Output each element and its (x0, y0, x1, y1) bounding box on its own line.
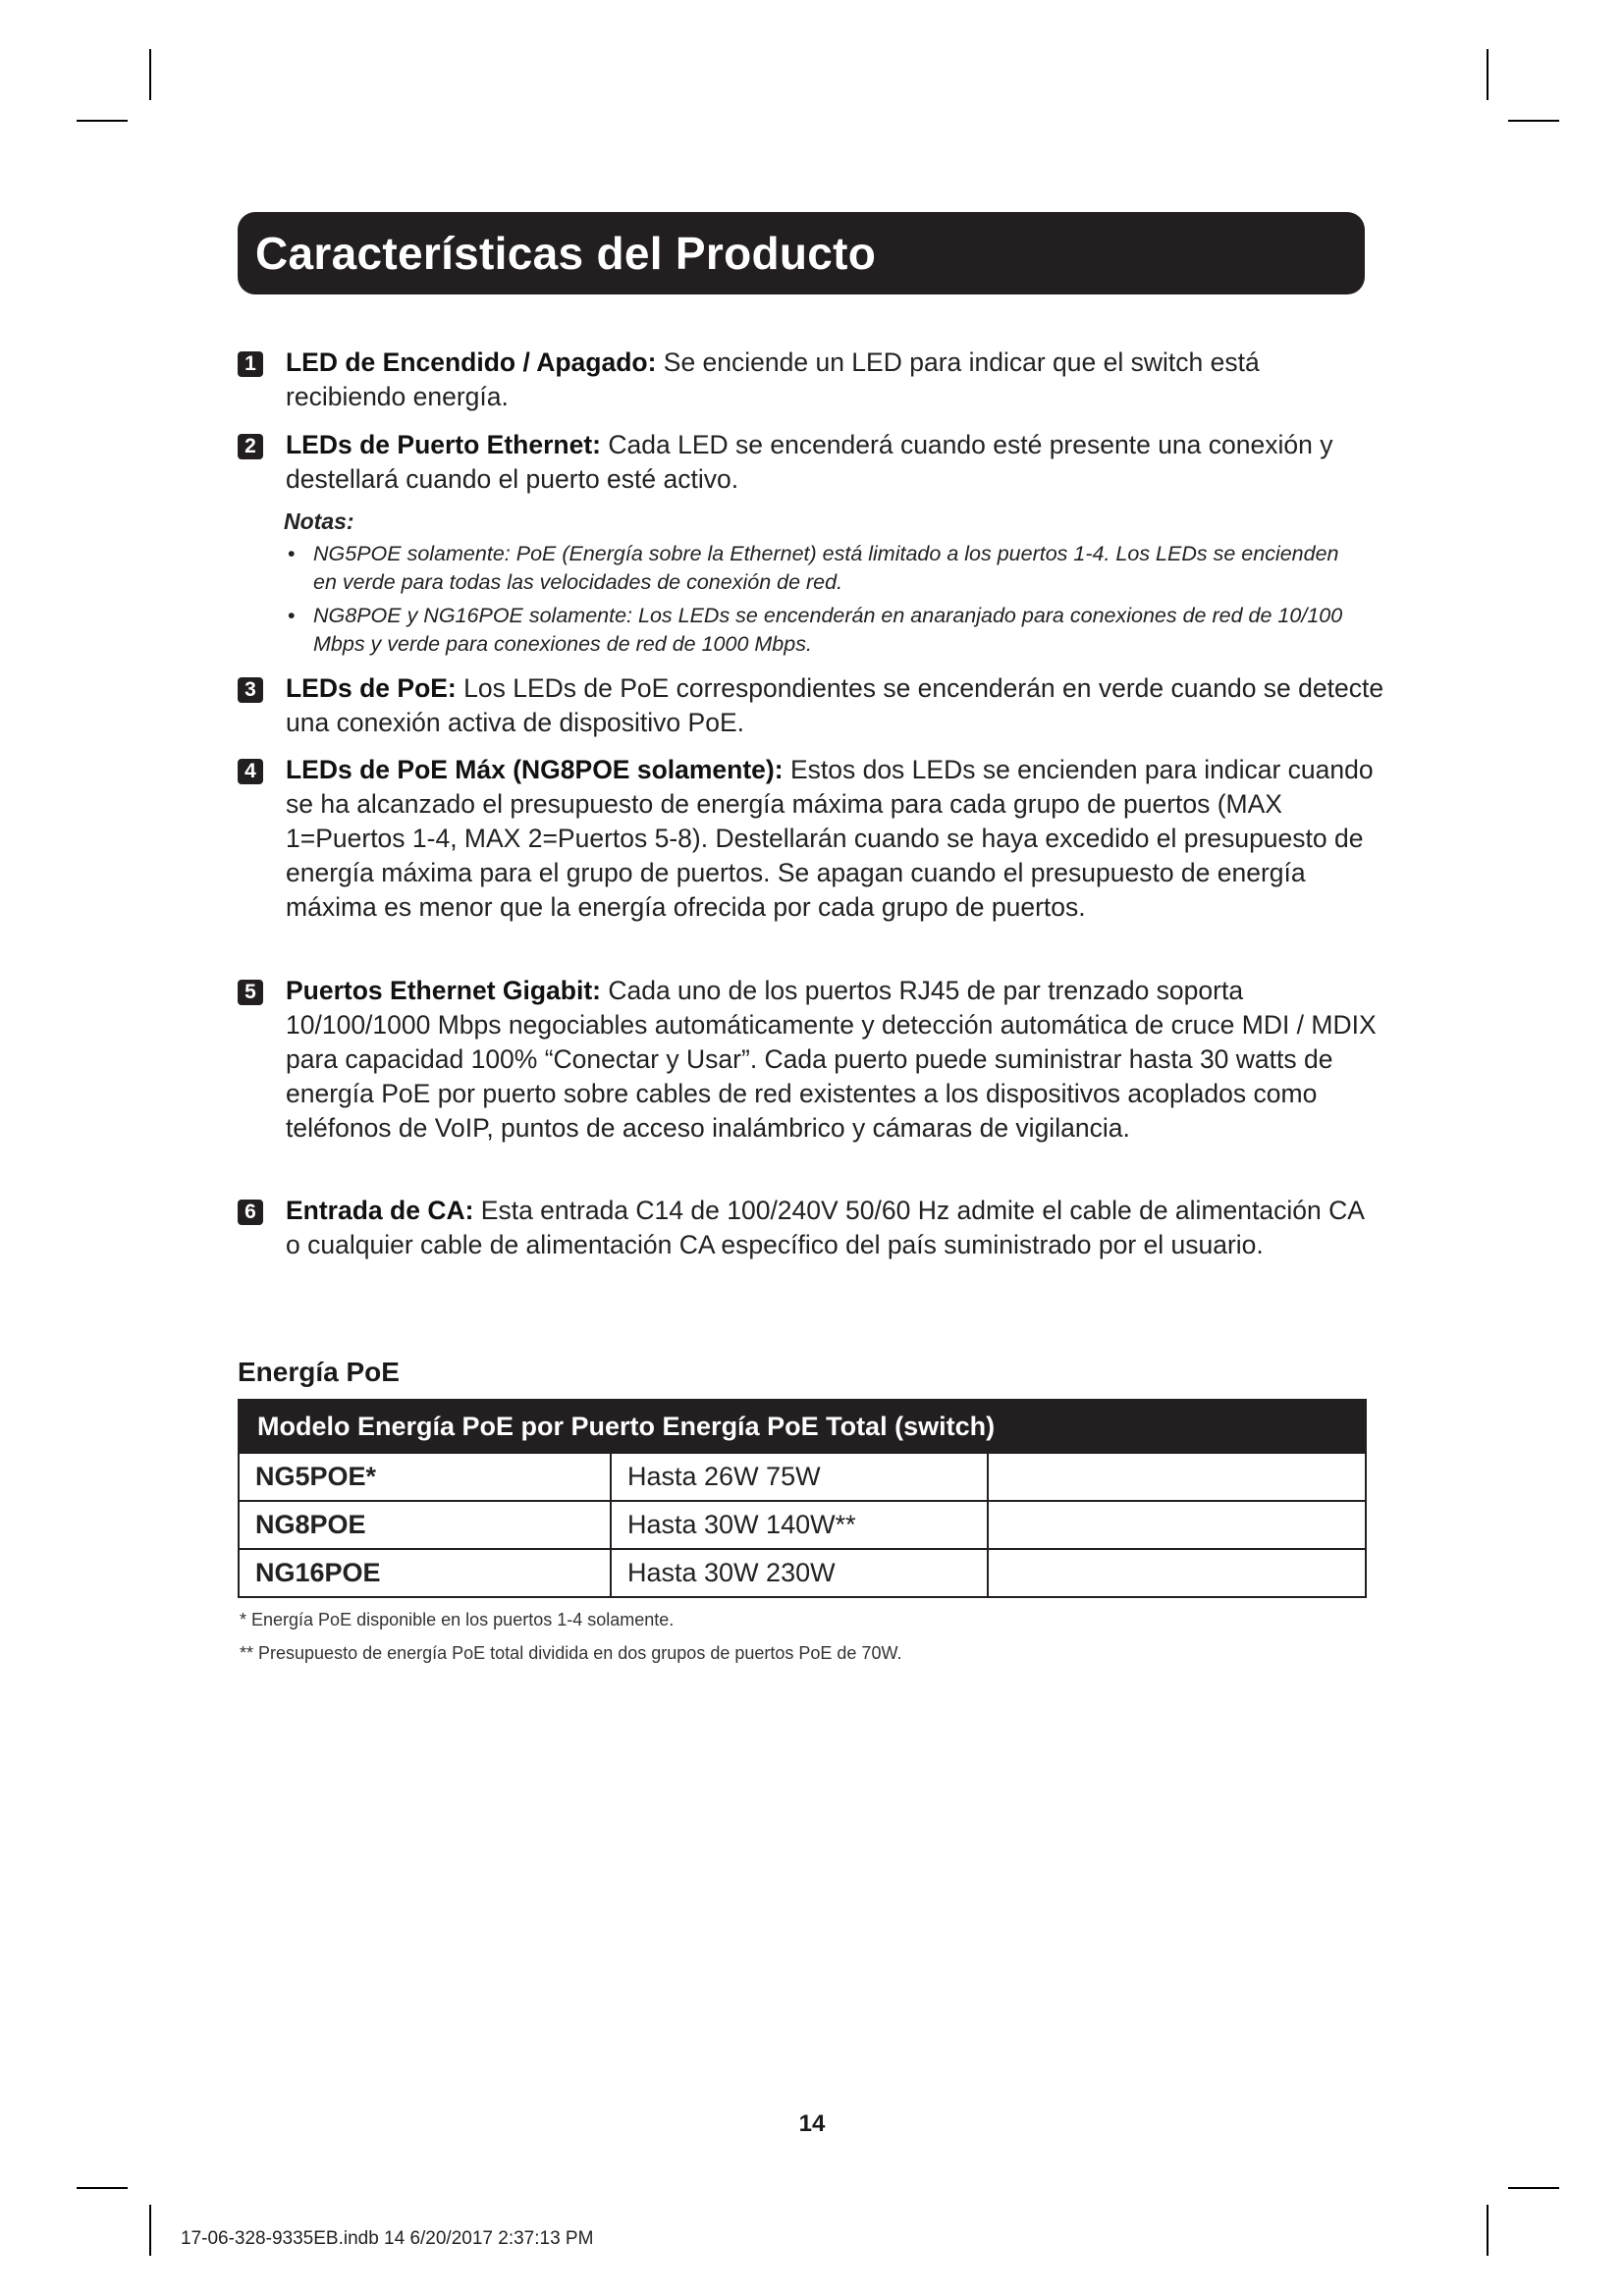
table-row (239, 1501, 1366, 1549)
feature-label: LED de Encendido / Apagado: (286, 347, 657, 377)
crop-mark (77, 2187, 128, 2189)
feature-item (238, 753, 1384, 925)
feature-item (238, 428, 1384, 497)
notes-block (284, 507, 1364, 664)
feature-description: Los LEDs de PoE correspondientes se encenderán en verde cuando se detecte una conexión activa de dispositivo PoE. (286, 673, 1384, 737)
number-badge: 3 (238, 677, 263, 703)
feature-label: LEDs de PoE Máx (NG8POE solamente): (286, 755, 784, 784)
feature-item (238, 1194, 1384, 1262)
notes-list (284, 540, 1364, 658)
number-badge: 5 (238, 980, 263, 1005)
feature-text (286, 671, 1384, 740)
table-row (239, 1549, 1366, 1597)
table-header: Modelo Energía PoE por Puerto Energía PoE Total (switch) (239, 1400, 1366, 1453)
number-badge: 1 (238, 351, 263, 377)
crop-mark (1508, 2187, 1559, 2189)
empty-cell (988, 1549, 1366, 1597)
feature-description: Estos dos LEDs se encienden para indicar cuando se ha alcanzado el presupuesto de energía máxima para cada grupo de puertos (MAX 1=Puertos 1-4, MAX 2=Puertos 5-8). Destellarán cuando se haya excedido el presupuesto de energía máxima para el grupo de puertos. Se apagan cuando el presupuesto de energía máxima es menor que la energía ofrecida por cada grupo de puertos. (286, 755, 1374, 922)
feature-text (286, 974, 1384, 1146)
notes-title: Notas: (284, 508, 354, 534)
value-cell: Hasta 30W 140W** (611, 1501, 988, 1549)
table-header-row (239, 1400, 1366, 1453)
page-title: Características del Producto (255, 228, 877, 279)
feature-description: Cada LED se encenderá cuando esté presente una conexión y destellará cuando el puerto esté activo. (286, 430, 1333, 494)
page-number: 14 (798, 2110, 826, 2137)
feature-text (286, 1194, 1384, 1262)
poe-heading: Energía PoE (238, 1357, 400, 1387)
section-header (238, 212, 1365, 294)
empty-cell (988, 1453, 1366, 1501)
feature-item (238, 974, 1384, 1146)
feature-text (286, 428, 1384, 497)
feature-item (238, 346, 1384, 414)
feature-label: Entrada de CA: (286, 1196, 474, 1225)
number-badge: 2 (238, 434, 263, 459)
model-cell: NG5POE* (239, 1453, 611, 1501)
footnote: ** Presupuesto de energía PoE total dividida en dos grupos de puertos PoE de 70W. (240, 1643, 902, 1663)
poe-table (238, 1399, 1367, 1598)
crop-mark (149, 49, 151, 100)
value-cell: Hasta 30W 230W (611, 1549, 988, 1597)
feature-item (238, 671, 1384, 740)
note-item: • NG5POE solamente: PoE (Energía sobre la Ethernet) está limitado a los puertos 1-4. Los LEDs se encienden en verde para todas las velocidades de conexión de red. (284, 540, 1364, 596)
crop-mark (1487, 2205, 1489, 2256)
feature-description: Esta entrada C14 de 100/240V 50/60 Hz admite el cable de alimentación CA o cualquier cable de alimentación CA específico del país suministrado por el usuario. (286, 1196, 1364, 1259)
feature-label: LEDs de Puerto Ethernet: (286, 430, 601, 459)
empty-cell (988, 1501, 1366, 1549)
table-row (239, 1453, 1366, 1501)
note-item: • NG8POE y NG16POE solamente: Los LEDs se encenderán en anaranjado para conexiones de red de 10/100 Mbps y verde para conexiones de red de 1000 Mbps. (284, 602, 1364, 658)
crop-mark (149, 2205, 151, 2256)
feature-label: Puertos Ethernet Gigabit: (286, 976, 601, 1005)
print-slug: 17-06-328-9335EB.indb 14 6/20/2017 2:37:13 PM (181, 2228, 594, 2249)
feature-description: Cada uno de los puertos RJ45 de par trenzado soporta 10/100/1000 Mbps negociables automáticamente y detección automática de cruce MDI / MDIX para capacidad 100% “Conectar y Usar”. Cada puerto puede suministrar hasta 30 watts de energía PoE por puerto sobre cables de red existentes a los dispositivos acoplados como teléfonos de VoIP, puntos de acceso inalámbrico y cámaras de vigilancia. (286, 976, 1377, 1143)
value-cell: Hasta 26W 75W (611, 1453, 988, 1501)
model-cell: NG8POE (239, 1501, 611, 1549)
number-badge: 4 (238, 759, 263, 784)
footnote: * Energía PoE disponible en los puertos 1-4 solamente. (240, 1610, 675, 1629)
feature-description: Se enciende un LED para indicar que el switch está recibiendo energía. (286, 347, 1260, 411)
number-badge: 6 (238, 1200, 263, 1225)
feature-label: LEDs de PoE: (286, 673, 457, 703)
feature-text (286, 346, 1384, 414)
model-cell: NG16POE (239, 1549, 611, 1597)
crop-mark (77, 120, 128, 122)
crop-mark (1508, 120, 1559, 122)
feature-text (286, 753, 1384, 925)
crop-mark (1487, 49, 1489, 100)
